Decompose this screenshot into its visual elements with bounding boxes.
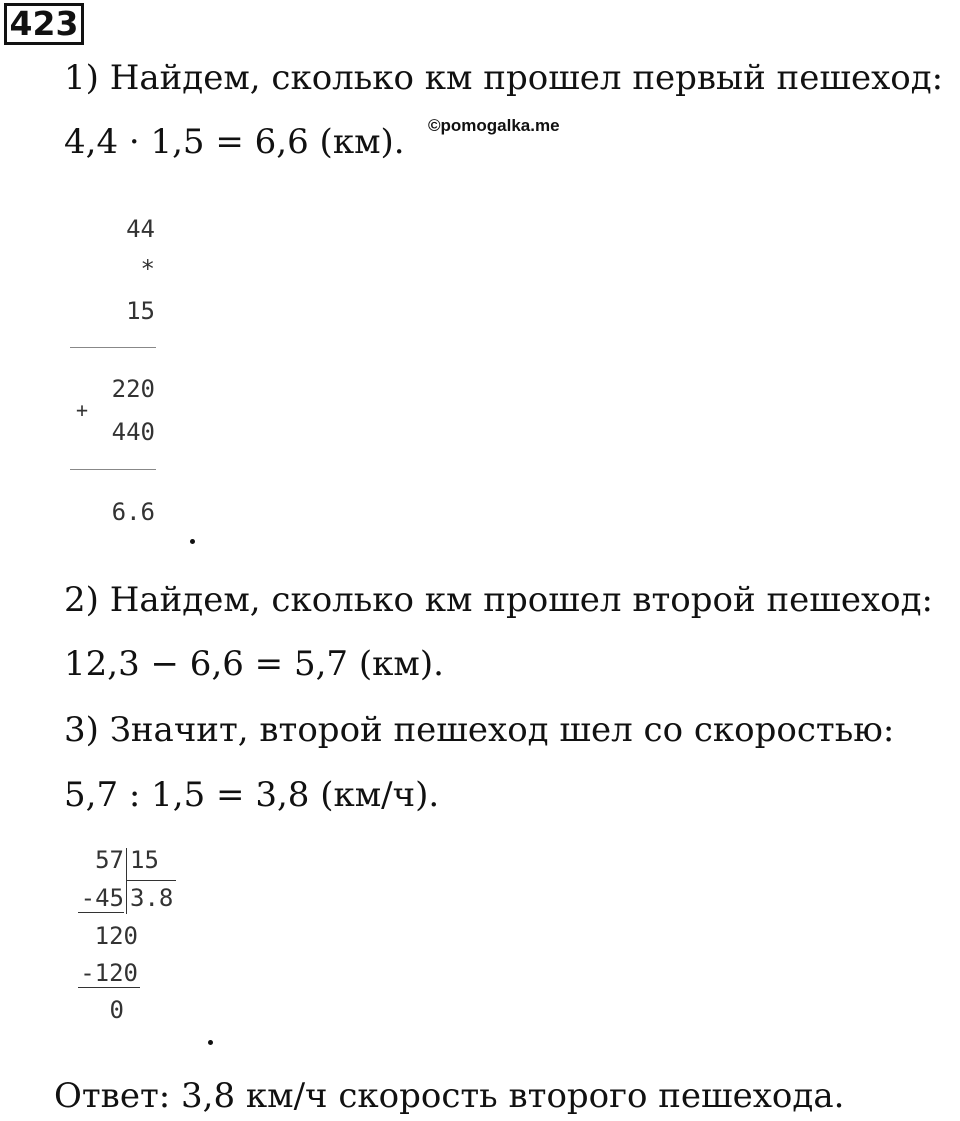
problem-number: 423 — [4, 3, 84, 45]
step3-formula: 5,7 : 1,5 = 3,8 (км/ч). — [64, 775, 440, 815]
mult-rule-2 — [70, 469, 156, 470]
div-end-dot — [208, 1040, 213, 1045]
div-subtrahend-2: -120 — [80, 959, 138, 987]
mult-operand-a: 44 — [126, 215, 155, 243]
step1-text: 1) Найдем, сколько км прошел первый пешеход: — [64, 58, 944, 98]
mult-plus-sign: + — [76, 398, 89, 422]
step3-text: 3) Значит, второй пешеход шел со скоростью: — [64, 710, 895, 750]
div-divisor-rule — [126, 880, 176, 881]
mult-partial-2: 440 — [111, 418, 155, 446]
mult-rule-1 — [70, 347, 156, 348]
div-divisor: 15 — [130, 846, 159, 874]
div-vertical-rule — [126, 848, 127, 914]
answer-text: Ответ: 3,8 км/ч скорость второго пешехода. — [54, 1076, 845, 1116]
div-underline-1 — [78, 912, 124, 913]
step2-text: 2) Найдем, сколько км прошел второй пешеход: — [64, 580, 934, 620]
div-underline-2 — [78, 987, 140, 988]
watermark: ©pomogalka.me — [428, 116, 560, 135]
div-remainder-2: 0 — [109, 996, 124, 1024]
div-dividend: 57 — [95, 846, 124, 874]
step1-formula: 4,4 · 1,5 = 6,6 (км). — [64, 122, 405, 162]
mult-end-dot — [190, 539, 195, 544]
mult-result: 6.6 — [111, 498, 155, 526]
mult-operand-b: 15 — [126, 297, 155, 325]
step2-formula: 12,3 − 6,6 = 5,7 (км). — [64, 644, 444, 684]
div-subtrahend-1: -45 — [80, 884, 124, 912]
mult-operator: * — [140, 255, 155, 283]
div-quotient: 3.8 — [130, 884, 174, 912]
div-remainder-1: 120 — [94, 922, 138, 950]
mult-partial-1: 220 — [111, 375, 155, 403]
